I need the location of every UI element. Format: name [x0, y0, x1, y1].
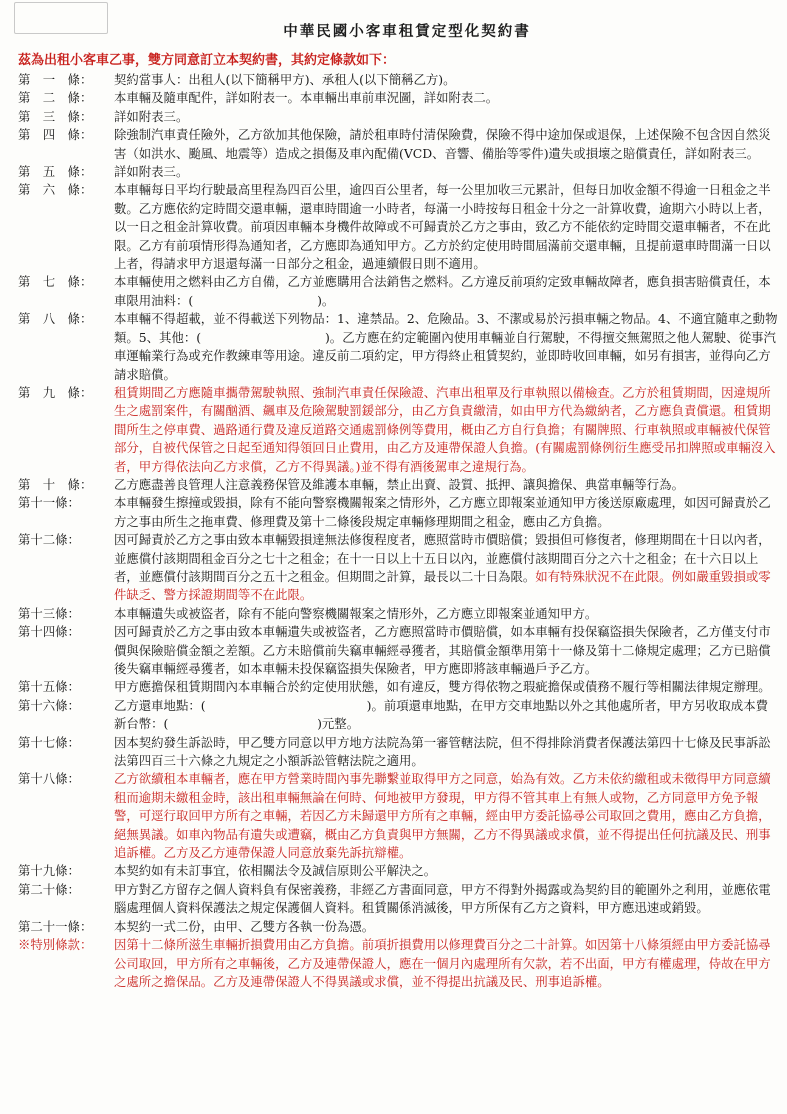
clause-body: 本車輛及隨車配件，詳如附表一。本車輛出車前車況圖，詳如附表二。	[114, 90, 499, 106]
clause-label: 第二十一條：	[18, 918, 93, 934]
clause-label: 第十九條：	[18, 863, 80, 879]
clause-row	[18, 770, 778, 862]
clause-body: 本車輛使用之燃料由乙方自備，乙方並應購用合法銷售之燃料。乙方違反前項約定致車輛故障者，應負損害賠償責任，本車限用油料：( )。	[114, 274, 771, 308]
clause-list	[18, 71, 778, 991]
clause-text	[114, 605, 778, 623]
clause-label: 第十五條：	[18, 679, 80, 695]
clause-row	[18, 108, 778, 126]
clause-text	[114, 862, 778, 880]
clause-label: 第十二條：	[18, 532, 80, 548]
clause-body: 本車輛每日平均行駛最高里程為四百公里，逾四百公里者，每一公里加收三元累計，但每日加收金額不得逾一日租金之半數。乙方應依約定時間交還車輛，還車時間逾一小時者，每滿一小時按每日租金十分之一計算收費，逾期六小時以上者，以一日之租金計算收費。前項因車輛本身機件故障或不可歸責於乙方之事由，致乙方不能依約定時間交還車輛者，不在此限。乙方有前項情形得為通知者，乙方應即為通知甲方。乙方於約定使用時間屆滿前交還車輛，且提前還車時間滿一日以上者，得請求甲方退還每滿一日部分之租金，過連續假日則不適用。	[114, 182, 771, 272]
clause-row	[18, 623, 778, 678]
clause-row	[18, 605, 778, 623]
clause-body: 租賃期間乙方應隨車攜帶駕駛執照、強制汽車責任保險證、汽車出租單及行車執照以備檢查。乙方於租賃期間，因違規所生之處罰案件，有關酗酒、飆車及危險駕駛罰鍰部分，由乙方負責繳清，如由甲方代為繳納者，乙方應負責償還。租賃期間所生之停車費、過路通行費及違反道路交通處罰條例等費用，概由乙方自行負擔；有關牌照、行車執照或車輛被代保管部分，自被代保管之日起至通知得領回日止費用，由乙方及連帶保證人負擔。(有關處罰條例衍生應受吊扣牌照或車輛沒入者，甲方得依法向乙方求償，乙方不得異議。)並不得有酒後駕車之違規行為。	[114, 384, 776, 474]
clause-label: 第十七條：	[18, 734, 80, 750]
clause-body: 本契約一式二份，由甲、乙雙方各執一份為憑。	[114, 918, 375, 934]
clause-body: 乙方應盡善良管理人注意義務保管及維護本車輛，禁止出賣、設質、抵押、讓與擔保、典當車輛等行為。	[114, 476, 684, 492]
clause-body: 乙方還車地點：( )。前項還車地點，在甲方交車地點以外之其他處所者，甲方另收取成本費新台幣：( )元整。	[114, 697, 768, 732]
clause-label: 第十一條：	[18, 495, 80, 511]
clause-red-note: 如有特殊狀況不在此限。例如嚴重毀損或零件缺乏、警方採證期間等不在此限。	[114, 568, 771, 603]
clause-body: 本契約如有未訂事宜，依相關法令及誠信原則公平解決之。	[114, 863, 437, 879]
clause-label: 第 四 條：	[18, 127, 93, 143]
page-title: 中華民國小客車租賃定型化契約書	[283, 23, 531, 40]
clause-row	[18, 89, 778, 107]
clause-label: 第 七 條：	[18, 274, 93, 290]
clause-row	[18, 862, 778, 880]
clause-body: 甲方應擔保租賃期間內本車輛合於約定使用狀態，如有違反，雙方得依物之瑕疵擔保或債務不履行等相關法律規定辦理。	[114, 679, 771, 695]
clause-row	[18, 476, 778, 494]
clause-text	[114, 126, 778, 163]
clause-text	[114, 384, 778, 476]
clause-text	[114, 108, 778, 126]
clause-label: 第 三 條：	[18, 108, 93, 124]
clause-label: 第 八 條：	[18, 311, 93, 327]
clause-body: 因可歸責於乙方之事由致本車輛毀損達無法修復程度者，應照當時市價賠償；毀損但可修復者，修理期間在十日以內者，並應償付該期間租金百分之七十之租金；在十一日以上十五日以內，並應償付該期間百分之六十之租金；在十六日以上者，並應償付該期間百分之五十之租金。但期間之計算，最長以二十日為限。	[114, 532, 771, 584]
clause-row	[18, 881, 778, 918]
clause-body: 詳如附表三。	[114, 164, 189, 180]
clause-label: 第十三條：	[18, 605, 80, 621]
clause-text	[114, 936, 778, 991]
clause-label: 第 六 條：	[18, 182, 93, 198]
clause-text	[114, 494, 778, 531]
clause-text	[114, 273, 778, 310]
clause-text	[114, 678, 778, 696]
clause-body: 因本契約發生訴訟時，甲乙雙方同意以甲方地方法院為第一審管轄法院，但不得排除消費者保護法第四十七條及民事訴訟法第四百三十六條之九規定之小額訴訟管轄法院之適用。	[114, 734, 771, 769]
clause-body: 本車輛不得超載，並不得載送下列物品：1、違禁品。2、危險品。3、不潔或易於污損車輛之物品。4、不適宜隨車之動物類。5、其他：( )。乙方應在約定範圍內使用車輛並自行駕駛，不得擅交無駕照之他人駕駛、從事汽車運輸業行為或充作教練車等用途。違反前二項約定，甲方得終止租賃契約，並即時收回車輛，如另有損害，並得向乙方請求賠償。	[114, 311, 778, 382]
clause-label: 第二十條：	[18, 881, 80, 897]
clause-text	[114, 697, 778, 734]
clause-body: 因可歸責於乙方之事由致本車輛遺失或被盜者，乙方應照當時市價賠償，如本車輛有投保竊盜損失保險者，乙方僅支付市價與保險賠償金額之差額。乙方未賠償前失竊車輛經尋獲者，其賠償金額準用第十一條及第十二條規定處理；乙方已賠償後失竊車輛經尋獲者，如本車輛未投保竊盜損失保險者，甲方應即將該車輛過戶予乙方。	[114, 624, 771, 676]
clause-label: ※特別條款：	[18, 937, 93, 953]
clause-row	[18, 163, 778, 181]
clause-body: 除強制汽車責任險外，乙方欲加其他保險，請於租車時付清保險費，保險不得中途加保或退保，上述保險不包含因自然災害（如洪水、颱風、地震等）造成之損傷及車內配備(VCD、音響、備胎等零件)遺失或損壞之賠償責任，詳如附表三。	[114, 127, 771, 161]
clause-text	[114, 89, 778, 107]
clause-row	[18, 697, 778, 734]
clause-text	[114, 163, 778, 181]
clause-text	[114, 881, 778, 918]
clause-label: 第 九 條：	[18, 384, 93, 400]
clause-label: 第 一 條：	[18, 72, 93, 87]
clause-label: 第 二 條：	[18, 90, 93, 106]
clause-text	[114, 310, 778, 384]
clause-text	[114, 71, 778, 89]
clause-row	[18, 936, 778, 991]
clause-text	[114, 531, 778, 605]
clause-body: 詳如附表三。	[114, 108, 189, 124]
clause-body: 甲方對乙方留存之個人資料負有保密義務，非經乙方書面同意，甲方不得對外揭露或為契約目的範圍外之利用，並應依電腦處理個人資料保護法之規定保護個人資料。租賃關係消滅後，甲方所保有乙方之資料，甲方應迅速或銷毀。	[114, 881, 771, 916]
clause-text	[114, 181, 778, 273]
clause-body: 乙方欲續租本車輛者，應在甲方營業時間內事先聯繫並取得甲方之同意，始為有效。乙方未依約繳租或未徵得甲方同意續租而逾期未繳租金時，該出租車輛無論在何時、何地被甲方發現，甲方得不管其車上有無人或物，乙方同意甲方免予報警，可逕行取回甲方所有之車輛，若因乙方未歸還甲方所有之車輛，經由甲方委託協尋公司取回之費用，應由乙方負擔，絕無異議。如車內物品有遺失或遭竊，概由乙方負責與甲方無關，乙方不得異議或求償，並不得提出任何抗議及民、刑事追訴權。乙方及乙方連帶保證人同意放棄先訴抗辯權。	[114, 771, 771, 861]
clause-text	[114, 770, 778, 862]
clause-row	[18, 384, 778, 476]
clause-body: 本車輛遺失或被盜者，除有不能向警察機關報案之情形外，乙方應立即報案並通知甲方。	[114, 605, 598, 621]
clause-body: 本車輛發生擦撞或毀損，除有不能向警察機關報案之情形外，乙方應立即報案並通知甲方後送原廠處理，如因可歸責於乙方之事由所生之拖車費、修理費及第十二條後段規定車輛修理期間之租金，應由乙方負擔。	[114, 495, 771, 529]
clause-row	[18, 181, 778, 273]
clause-row	[18, 494, 778, 531]
clause-row	[18, 273, 778, 310]
clause-row	[18, 310, 778, 384]
clause-label: 第 十 條：	[18, 476, 93, 492]
intro-text: 茲為出租小客車乙事，雙方同意訂立本契約書，其約定條款如下：	[18, 53, 396, 68]
clause-text	[114, 918, 778, 936]
clause-text	[114, 623, 778, 678]
clause-label: 第十六條：	[18, 697, 80, 713]
clause-body: 因第十二條所滋生車輛折損費用由乙方負擔。前項折損費用以修理費百分之二十計算。如因第十八條須經由甲方委託協尋公司取回，甲方所有之車輛後，乙方及連帶保證人，應在一個月內處理所有欠款，若不出面，甲方有權處理，侍故在甲方之處所之擔保品。乙方及連帶保證人不得異議或求償，並不得提出抗議及民、刑事追訴權。	[114, 937, 771, 989]
clause-row	[18, 678, 778, 696]
clause-row	[18, 918, 778, 936]
clause-text	[114, 734, 778, 771]
clause-row	[18, 126, 778, 163]
clause-row	[18, 734, 778, 771]
clause-label: 第 五 條：	[18, 164, 93, 180]
clause-row	[18, 531, 778, 605]
clause-body: 契約當事人：出租人(以下簡稱甲方)、承租人(以下簡稱乙方)。	[114, 72, 456, 87]
clause-row	[18, 71, 778, 89]
clause-text	[114, 476, 778, 494]
contract-page	[18, 8, 778, 991]
clause-label: 第十八條：	[18, 771, 80, 787]
clause-label: 第十四條：	[18, 624, 80, 640]
